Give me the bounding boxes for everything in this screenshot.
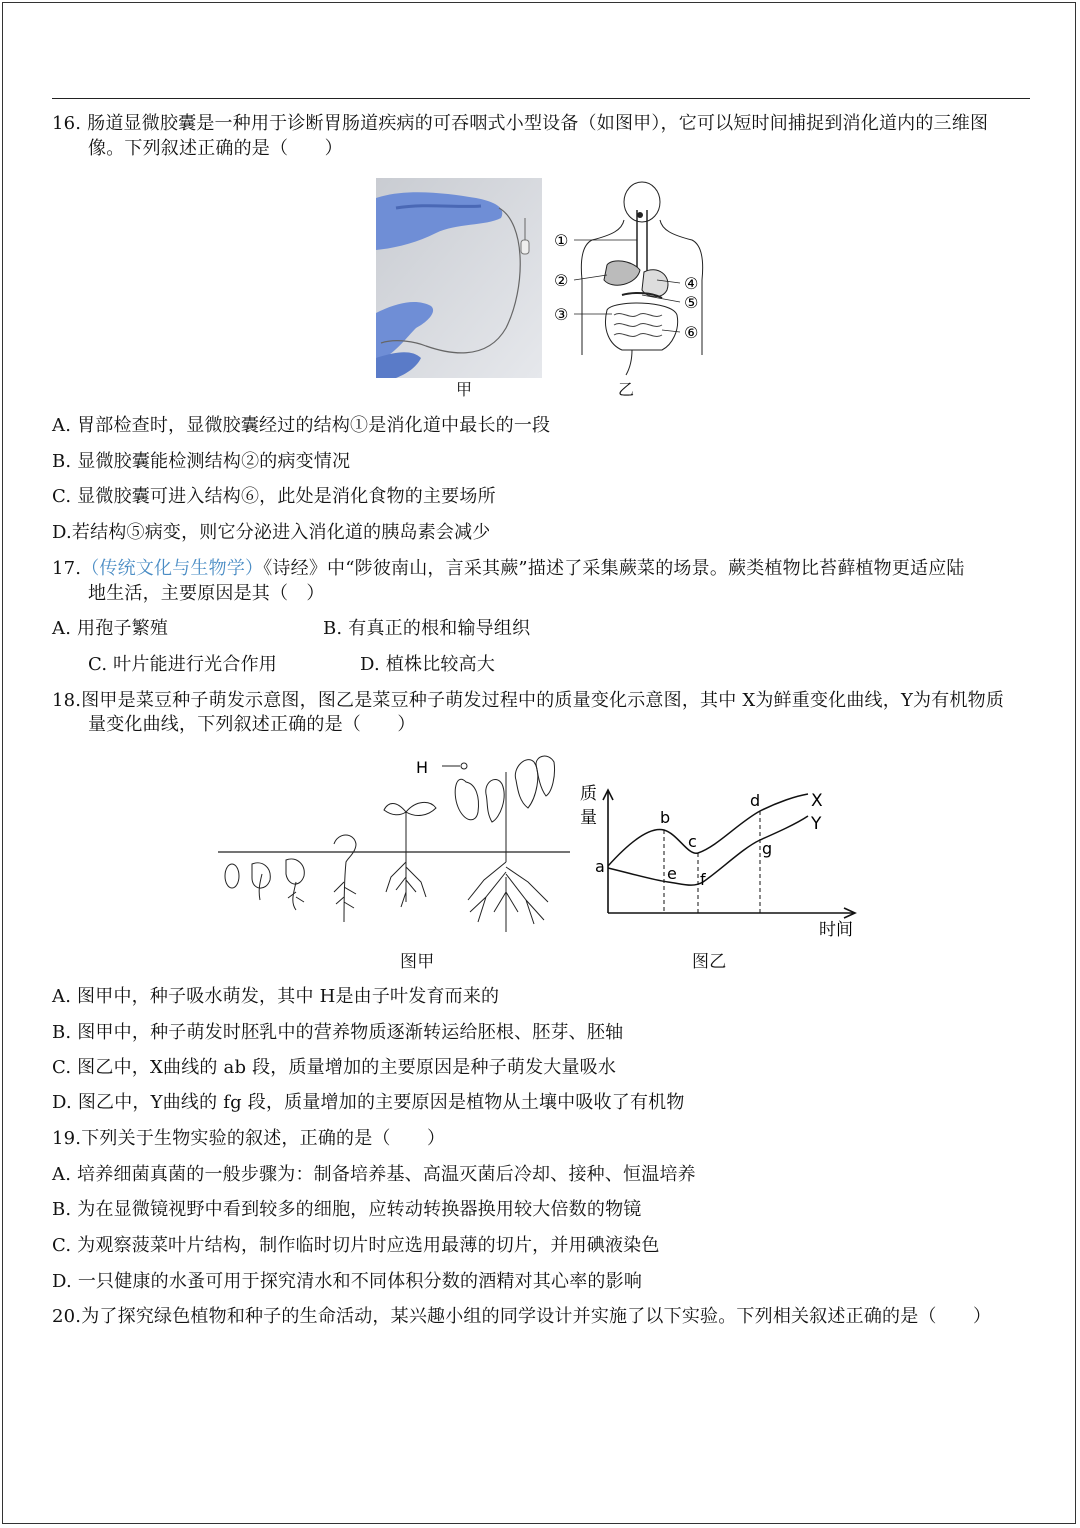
series-label-y: Y xyxy=(811,814,822,834)
q16-option-d: D.若结构⑤病变，则它分泌进入消化道的胰岛素会减少 xyxy=(52,522,491,543)
mass-change-chart xyxy=(578,778,868,944)
q19-option-a: A. 培养细菌真菌的一般步骤为：制备培养基、高温灭菌后冷却、接种、恒温培养 xyxy=(52,1164,696,1185)
q18-stem-line2: 量变化曲线，下列叙述正确的是（ ） xyxy=(88,714,416,735)
q18-option-c: C. 图乙中，X曲线的 ab 段，质量增加的主要原因是种子萌发大量吸水 xyxy=(52,1057,617,1078)
q18-option-b: B. 图甲中，种子萌发时胚乳中的营养物质逐渐转运给胚根、胚芽、胚轴 xyxy=(52,1022,624,1043)
label-2: ② xyxy=(554,271,569,290)
label-1: ① xyxy=(554,231,569,250)
q18-option-a: A. 图甲中，种子吸水萌发，其中 H是由子叶发育而来的 xyxy=(52,986,500,1007)
q17-topic-tag: （传统文化与生物学） xyxy=(81,558,264,579)
point-label-e: e xyxy=(667,864,677,883)
label-4: ④ xyxy=(684,274,699,293)
fig-caption-yi: 乙 xyxy=(618,380,635,399)
q19-option-c: C. 为观察菠菜叶片结构，制作临时切片时应选用最薄的切片，并用碘液染色 xyxy=(52,1235,660,1256)
fig-caption-tujia: 图甲 xyxy=(400,952,435,972)
q17-option-b: B. 有真正的根和输导组织 xyxy=(323,618,531,639)
ylabel-char-1: 质 xyxy=(580,784,597,804)
series-label-x: X xyxy=(811,791,823,811)
fig-caption-tuyi: 图乙 xyxy=(692,952,727,972)
q16-stem-line1: 16. 肠道显微胶囊是一种用于诊断胃肠道疾病的可吞咽式小型设备（如图甲），它可以短时间捕捉到消化道内的三维图 xyxy=(52,113,989,134)
q19-option-b: B. 为在显微镜视野中看到较多的细胞，应转动转换器换用较大倍数的物镜 xyxy=(52,1199,642,1220)
label-5: ⑤ xyxy=(684,293,699,312)
fig-caption-jia: 甲 xyxy=(456,380,473,399)
q17-option-d: D. 植株比较高大 xyxy=(360,654,496,675)
series-y-line xyxy=(608,816,808,885)
label-6: ⑥ xyxy=(684,323,699,342)
q16-stem-line2: 像。下列叙述正确的是（ ） xyxy=(88,138,343,159)
q16-option-a: A. 胃部检查时，显微胶囊经过的结构①是消化道中最长的一段 xyxy=(52,415,551,436)
q17-stem-line2: 地生活，主要原因是其（ ） xyxy=(88,583,325,604)
digestive-system-diagram xyxy=(552,180,712,380)
point-label-c: c xyxy=(688,832,697,851)
label-3: ③ xyxy=(554,305,569,324)
ylabel-char-2: 量 xyxy=(580,808,597,828)
q19-stem: 19.下列关于生物实验的叙述，正确的是（ ） xyxy=(52,1128,446,1149)
q17-option-a: A. 用孢子繁殖 xyxy=(52,618,169,639)
germination-diagram xyxy=(216,752,576,948)
point-label-a: a xyxy=(595,857,605,876)
q17-option-c: C. 叶片能进行光合作用 xyxy=(88,654,277,675)
q18-option-d: D. 图乙中，Y曲线的 fg 段，质量增加的主要原因是植物从土壤中吸收了有机物 xyxy=(52,1092,685,1113)
q18-stem-line1: 18.图甲是菜豆种子萌发示意图，图乙是菜豆种子萌发过程中的质量变化示意图，其中 X为鲜重变化曲线，Y为有机物质 xyxy=(52,690,1005,711)
header-rule xyxy=(52,98,1030,99)
q17-stem-text: 《诗经》中“陟彼南山，言采其蕨”描述了采集蕨菜的场景。蕨类植物比苔藓植物更适应陆 xyxy=(263,558,965,579)
point-label-d: d xyxy=(750,791,761,810)
point-label-f: f xyxy=(700,870,706,889)
q20-stem: 20.为了探究绿色植物和种子的生命活动，某兴趣小组的同学设计并实施了以下实验。下列相关叙述正确的是（ ） xyxy=(52,1306,992,1327)
q19-option-d: D. 一只健康的水蚤可用于探究清水和不同体积分数的酒精对其心率的影响 xyxy=(52,1271,643,1292)
point-label-g: g xyxy=(762,839,773,858)
q16-option-c: C. 显微胶囊可进入结构⑥，此处是消化食物的主要场所 xyxy=(52,486,496,507)
q17-number: 17. xyxy=(52,558,82,579)
q17-stem-line1 xyxy=(52,557,965,581)
xlabel: 时间 xyxy=(819,920,853,940)
point-label-b: b xyxy=(660,808,671,827)
q16-option-b: B. 显微胶囊能检测结构②的病变情况 xyxy=(52,451,351,472)
series-x-line xyxy=(608,794,808,866)
label-h: H xyxy=(416,758,429,777)
capsule-photo xyxy=(376,178,542,378)
